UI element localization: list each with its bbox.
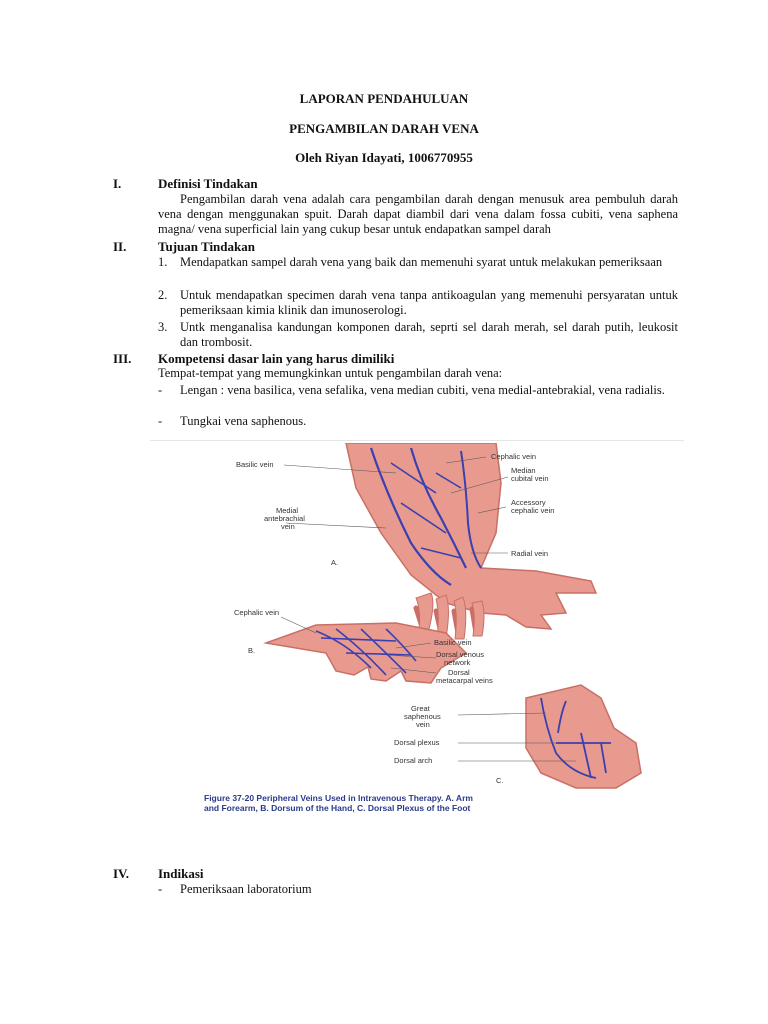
section-2-number: II. xyxy=(113,239,127,254)
document-subtitle: PENGAMBILAN DARAH VENA xyxy=(289,121,479,136)
label-accessory-cephalic-1: Accessory xyxy=(511,498,546,507)
list-marker: 1. xyxy=(158,255,168,269)
document-title: LAPORAN PENDAHULUAN xyxy=(299,91,469,106)
label-medial-antebrachial-2: antebrachial xyxy=(264,514,305,523)
label-dorsal-plexus: Dorsal plexus xyxy=(394,738,440,747)
section-1-number: I. xyxy=(113,176,122,191)
section-3-title: Kompetensi dasar lain yang harus dimiliki xyxy=(158,351,395,366)
list-item xyxy=(158,288,678,317)
label-basilic-vein: Basilic vein xyxy=(236,460,274,469)
list-item-text: Untuk mendapatkan specimen darah vena tanpa antikoagulan yang memenuhi persyaratan untuk pemeriksaan kimia klinik dan imunoserologi. xyxy=(180,288,678,317)
list-item-text: Mendapatkan sampel darah vena yang baik dan memenuhi syarat untuk melakukan pemeriksaan xyxy=(180,255,663,269)
section-1-paragraph: Pengambilan darah vena adalah cara pengambilan darah dengan menusuk area pembuluh darah vena dengan menggunakan spuit. Darah dapat diambil dari vena dalam fossa cubiti, vena saphena magna/ vena superficial lain yang cukup besar untuk endapatkan sampel darah xyxy=(158,192,678,236)
list-item-text: Lengan : vena basilica, vena sefalika, vena median cubiti, vena medial-antebrakial, vena radialis. xyxy=(180,383,665,397)
section-2-title: Tujuan Tindakan xyxy=(158,239,255,254)
label-dorsal-arch: Dorsal arch xyxy=(394,756,433,765)
foot-illustration xyxy=(526,685,641,788)
label-great-saphenous-1: Great xyxy=(411,704,430,713)
list-item-text: Untk menganalisa kandungan komponen darah, seprti sel darah merah, sel darah putih, leukosit dan trombosit. xyxy=(180,320,678,349)
list-marker: 3. xyxy=(158,320,168,334)
vein-anatomy-figure xyxy=(196,443,680,813)
label-median-cubital-1: Median xyxy=(511,466,536,475)
label-panel-c: C. xyxy=(496,776,504,785)
label-great-saphenous-2: saphenous xyxy=(404,712,441,721)
list-item xyxy=(158,414,678,429)
label-dorsal-metacarpal-2: metacarpal veins xyxy=(436,676,493,685)
list-marker: - xyxy=(158,414,163,428)
section-3-intro: Tempat-tempat yang memungkinkan untuk pengambilan darah vena: xyxy=(158,366,503,380)
list-marker: - xyxy=(158,383,163,397)
list-marker: - xyxy=(158,882,163,896)
section-4-title: Indikasi xyxy=(158,866,204,881)
label-dorsal-network-2: network xyxy=(444,658,471,667)
label-medial-antebrachial-1: Medial xyxy=(276,506,299,515)
label-cephalic-vein: Cephalic vein xyxy=(491,452,537,461)
section-4-number: IV. xyxy=(113,866,130,881)
label-dorsal-metacarpal-1: Dorsal xyxy=(448,668,470,677)
label-dorsal-network-1: Dorsal venous xyxy=(436,650,484,659)
label-median-cubital-2: cubital vein xyxy=(511,474,549,483)
section-1-title: Definisi Tindakan xyxy=(158,176,258,191)
list-item-text: Tungkai vena saphenous. xyxy=(180,414,307,428)
list-item xyxy=(158,320,678,349)
label-radial-vein: Radial vein xyxy=(511,549,549,558)
label-basilic-vein-b: Basilic vein xyxy=(434,638,472,647)
label-accessory-cephalic-2: cephalic vein xyxy=(511,506,555,515)
label-panel-a: A. xyxy=(331,558,339,567)
list-item xyxy=(158,882,678,897)
list-item xyxy=(158,383,678,398)
document-author: Oleh Riyan Idayati, 1006770955 xyxy=(295,150,473,165)
label-panel-b: B. xyxy=(248,646,256,655)
figure-caption-line-1: Figure 37-20 Peripheral Veins Used in Intravenous Therapy. A. Arm xyxy=(204,793,473,803)
figure-divider xyxy=(150,440,684,441)
list-marker: 2. xyxy=(158,288,168,302)
label-cephalic-vein-b: Cephalic vein xyxy=(234,608,280,617)
label-great-saphenous-3: vein xyxy=(416,720,430,729)
label-medial-antebrachial-3: vein xyxy=(281,522,295,531)
figure-caption-line-2: and Forearm, B. Dorsum of the Hand, C. Dorsal Plexus of the Foot xyxy=(204,803,471,813)
list-item-text: Pemeriksaan laboratorium xyxy=(180,882,312,896)
list-item xyxy=(158,255,678,270)
section-3-number: III. xyxy=(113,351,132,366)
